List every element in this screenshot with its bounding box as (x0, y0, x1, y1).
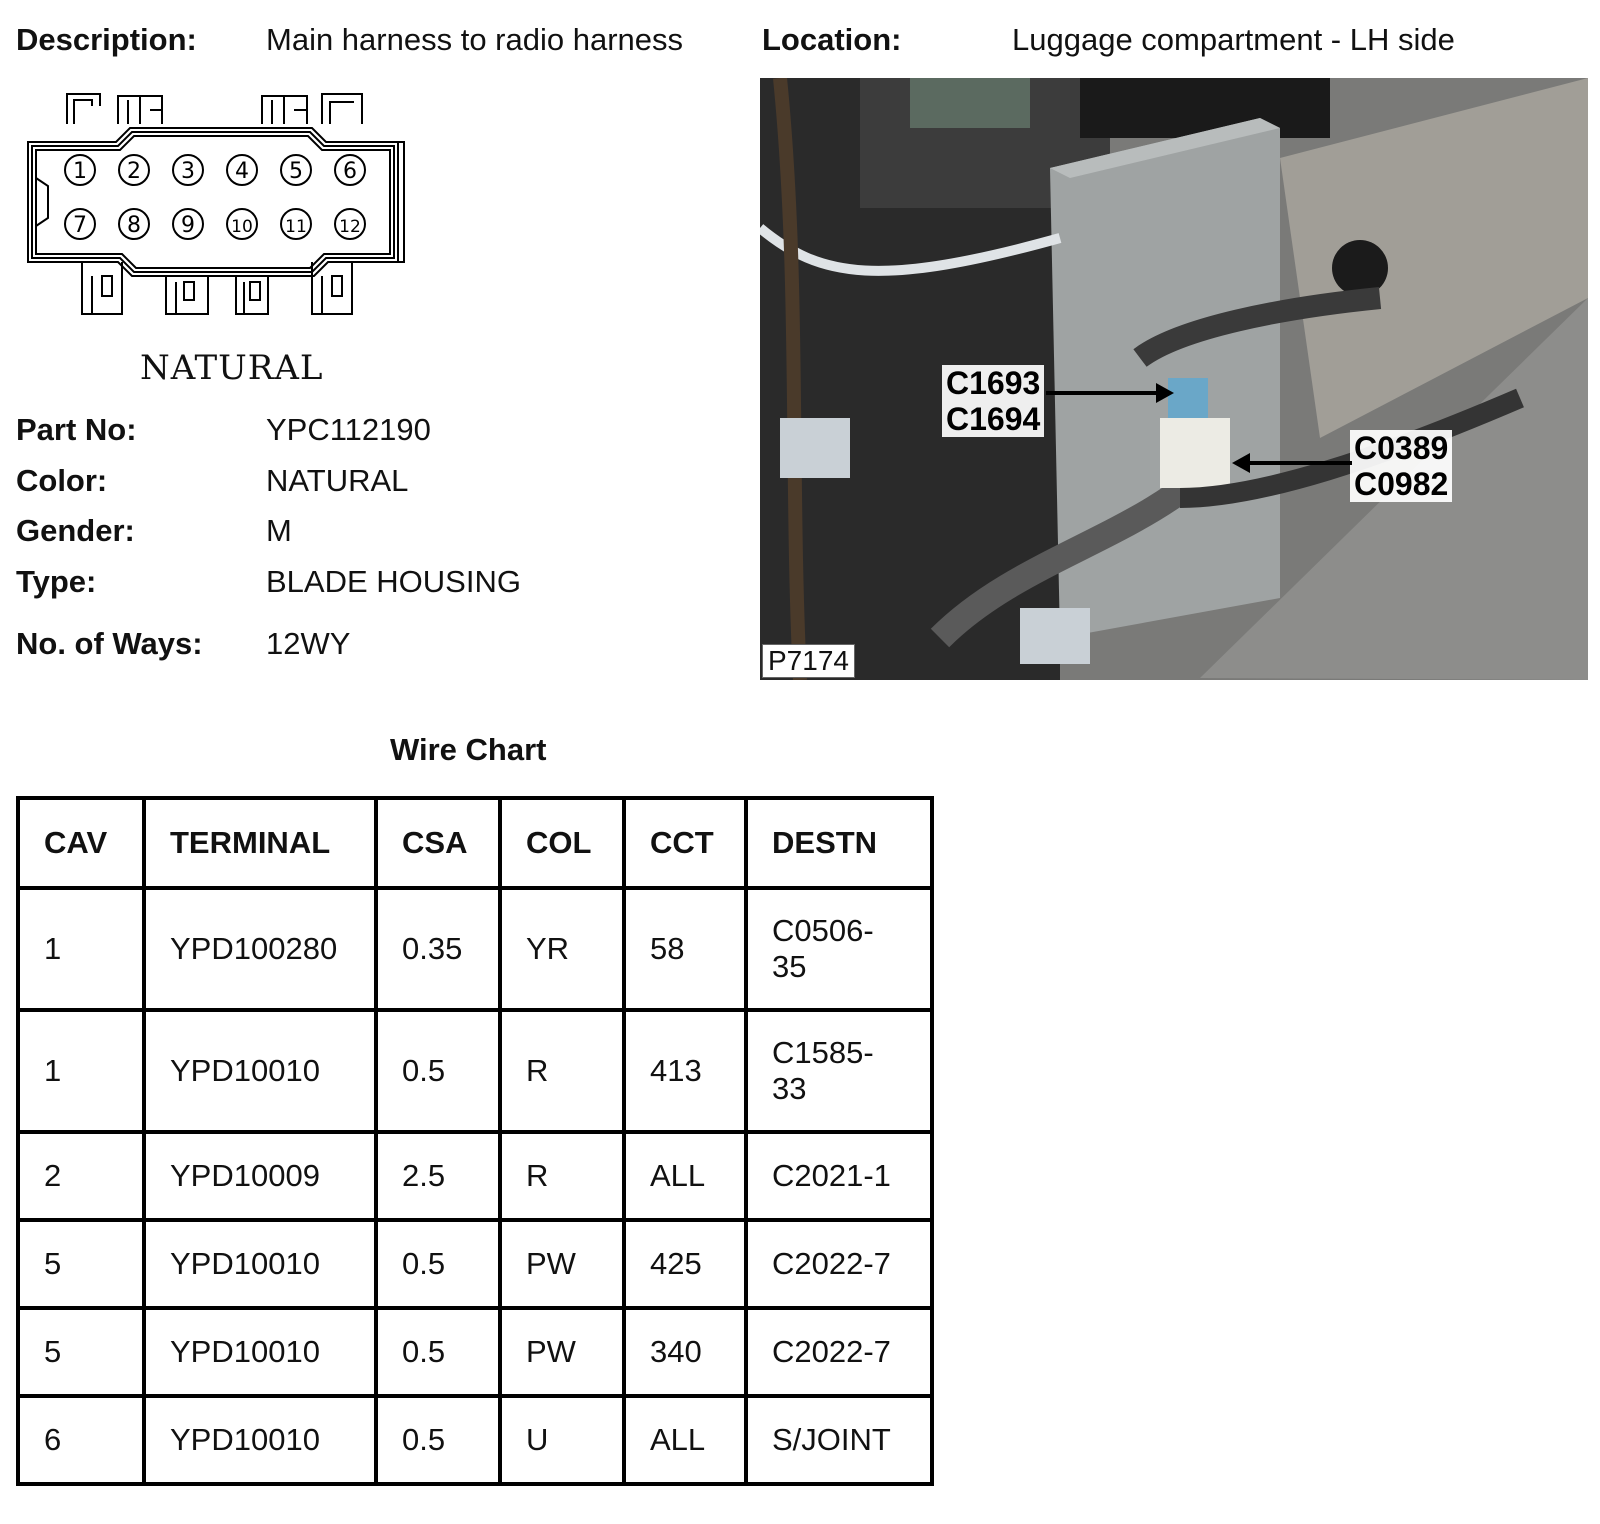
cell-col: YR (500, 888, 624, 1010)
callout-label-4: C0982 (1350, 466, 1452, 502)
table-row (18, 888, 932, 1010)
cell-csa: 0.5 (376, 1396, 500, 1484)
callout-label-1: C1693 (942, 365, 1044, 401)
column-header-terminal: TERMINAL (144, 798, 376, 888)
cell-csa: 0.5 (376, 1308, 500, 1396)
connector-face-diagram (22, 86, 422, 336)
pin-number: 10 (231, 217, 253, 237)
cell-cct: ALL (624, 1396, 746, 1484)
cell-cav: 5 (18, 1308, 144, 1396)
pin-number: 8 (127, 213, 141, 238)
wire-chart-table (16, 796, 934, 1486)
location-label: Location: (762, 22, 902, 57)
cell-csa: 0.5 (376, 1010, 500, 1132)
cell-terminal: YPD10010 (144, 1396, 376, 1484)
pin-number: 4 (235, 159, 249, 184)
cell-cav: 1 (18, 1010, 144, 1132)
photo-id-label: P7174 (762, 644, 855, 678)
cell-destn: S/JOINT (746, 1396, 932, 1484)
cell-cct: ALL (624, 1132, 746, 1220)
column-header-col: COL (500, 798, 624, 888)
cell-cav: 1 (18, 888, 144, 1010)
callout-label-2: C1694 (942, 401, 1044, 437)
cell-terminal: YPD10010 (144, 1220, 376, 1308)
cell-col: R (500, 1010, 624, 1132)
ways-label: No. of Ways: (16, 626, 203, 661)
cell-destn: C0506- 35 (746, 888, 932, 1010)
callout-arrow-right (1232, 448, 1352, 478)
cell-csa: 0.5 (376, 1220, 500, 1308)
table-row (18, 1010, 932, 1132)
column-header-destn: DESTN (746, 798, 932, 888)
cell-destn: C2022-7 (746, 1308, 932, 1396)
location-value: Luggage compartment - LH side (1012, 22, 1455, 57)
pin-number: 6 (343, 159, 357, 184)
callout-label-3: C0389 (1350, 430, 1452, 466)
cell-cct: 340 (624, 1308, 746, 1396)
pin-number: 7 (73, 213, 87, 238)
cell-destn: C2021-1 (746, 1132, 932, 1220)
ways-value: 12WY (266, 626, 351, 661)
cell-csa: 0.35 (376, 888, 500, 1010)
connector-caption: NATURAL (140, 348, 324, 388)
column-header-cct: CCT (624, 798, 746, 888)
part-no-label: Part No: (16, 412, 137, 447)
color-value: NATURAL (266, 463, 409, 498)
cell-terminal: YPD10010 (144, 1010, 376, 1132)
cell-cav: 6 (18, 1396, 144, 1484)
cell-cav: 5 (18, 1220, 144, 1308)
cell-cct: 413 (624, 1010, 746, 1132)
table-row (18, 1396, 932, 1484)
cell-destn: C1585- 33 (746, 1010, 932, 1132)
column-header-cav: CAV (18, 798, 144, 888)
table-row (18, 1220, 932, 1308)
table-row (18, 1308, 932, 1396)
table-header-row (18, 798, 932, 888)
gender-label: Gender: (16, 513, 135, 548)
cell-terminal: YPD10010 (144, 1308, 376, 1396)
cell-cct: 425 (624, 1220, 746, 1308)
color-label: Color: (16, 463, 108, 498)
location-photo (760, 78, 1588, 680)
cell-cct: 58 (624, 888, 746, 1010)
pin-number: 12 (339, 217, 361, 237)
column-header-csa: CSA (376, 798, 500, 888)
description-value: Main harness to radio harness (266, 22, 684, 57)
type-label: Type: (16, 564, 97, 599)
cell-destn: C2022-7 (746, 1220, 932, 1308)
cell-col: PW (500, 1220, 624, 1308)
gender-value: M (266, 513, 292, 548)
cell-col: R (500, 1132, 624, 1220)
callout-arrow-left (1046, 378, 1176, 408)
cell-csa: 2.5 (376, 1132, 500, 1220)
pin-number: 2 (127, 159, 141, 184)
cell-cav: 2 (18, 1132, 144, 1220)
pin-number: 9 (181, 213, 195, 238)
wire-chart-title: Wire Chart (390, 732, 547, 767)
table-row (18, 1132, 932, 1220)
cell-terminal: YPD100280 (144, 888, 376, 1010)
cell-terminal: YPD10009 (144, 1132, 376, 1220)
pin-number: 1 (73, 159, 87, 184)
cell-col: PW (500, 1308, 624, 1396)
type-value: BLADE HOUSING (266, 564, 521, 599)
pin-number: 3 (181, 159, 195, 184)
pin-number: 11 (285, 217, 307, 237)
cell-col: U (500, 1396, 624, 1484)
description-label: Description: (16, 22, 197, 57)
pin-number: 5 (289, 159, 303, 184)
part-no-value: YPC112190 (266, 412, 431, 447)
connector-pins (65, 155, 365, 239)
